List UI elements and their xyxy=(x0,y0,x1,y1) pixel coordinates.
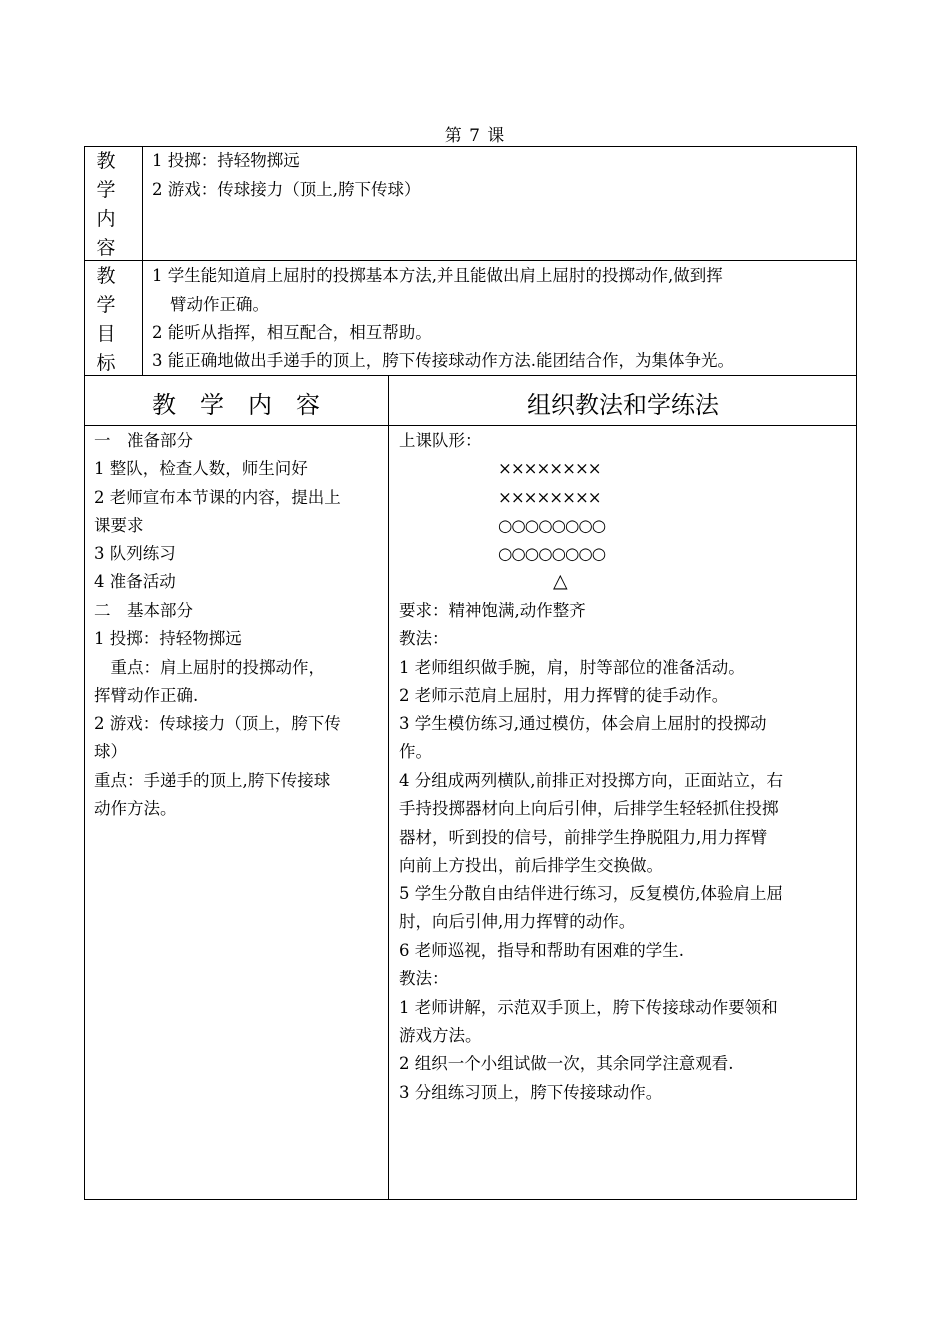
goal-line: 2 能听从指挥，相互配合，相互帮助。 xyxy=(152,323,432,342)
left-line: 重点：手递手的顶上,胯下传接球 xyxy=(94,771,331,790)
right-column-header: 组织教法和学练法 xyxy=(527,391,719,419)
right-line: 6 老师巡视，指导和帮助有困难的学生. xyxy=(399,941,684,960)
goal-line: 1 学生能知道肩上屈肘的投掷基本方法,并且能做出肩上屈肘的投掷动作,做到挥 xyxy=(152,266,723,285)
formation-label: 上课队形： xyxy=(399,431,482,450)
label-char: 学 xyxy=(96,179,116,201)
right-line: 4 分组成两列横队,前排正对投掷方向，正面站立，右 xyxy=(399,771,783,790)
right-line: 3 学生模仿练习,通过模仿，体会肩上屈肘的投掷动 xyxy=(399,714,767,733)
left-line: 2 游戏：传球接力（顶上，胯下传 xyxy=(94,714,341,733)
lesson-title: 第 7 课 xyxy=(444,126,506,146)
left-line: 二 基本部分 xyxy=(94,601,193,620)
left-line: 1 投掷：持轻物掷远 xyxy=(94,629,242,648)
right-line: 1 老师组织做手腕，肩，肘等部位的准备活动。 xyxy=(399,658,745,677)
goal-line: 3 能正确地做出手递手的顶上，胯下传接球动作方法.能团结合作，为集体争光。 xyxy=(152,351,734,370)
formation-row: ○○○○○○○○ xyxy=(498,516,606,535)
goal-line: 臂动作正确。 xyxy=(170,295,269,314)
formation-row: ×××××××× xyxy=(498,488,601,507)
label-char: 教 xyxy=(96,265,116,287)
left-line: 挥臂动作正确. xyxy=(94,686,199,705)
right-line: 2 组织一个小组试做一次，其余同学注意观看. xyxy=(399,1054,734,1073)
left-line: 2 老师宣布本节课的内容，提出上 xyxy=(94,488,341,507)
label-char: 容 xyxy=(96,237,116,259)
right-line: 1 老师讲解，示范双手顶上，胯下传接球动作要领和 xyxy=(399,998,778,1017)
left-line: 4 准备活动 xyxy=(94,572,176,591)
teacher-position-triangle: △ xyxy=(553,570,568,592)
left-line: 动作方法。 xyxy=(94,799,177,818)
right-line: 5 学生分散自由结伴进行练习，反复模仿,体验肩上屈 xyxy=(399,884,783,903)
content-line: 1 投掷：持轻物掷远 xyxy=(152,151,300,170)
teaching-content-label xyxy=(86,147,126,263)
label-char: 目 xyxy=(96,323,116,345)
left-line: 一 准备部分 xyxy=(94,431,193,450)
left-column-header: 教 学 内 容 xyxy=(152,391,320,419)
right-line: 3 分组练习顶上，胯下传接球动作。 xyxy=(399,1083,663,1102)
label-char: 教 xyxy=(96,150,116,172)
right-line: 教法： xyxy=(399,969,449,988)
column-divider xyxy=(388,375,389,1200)
formation-row: ○○○○○○○○ xyxy=(498,544,606,563)
right-line: 作。 xyxy=(399,742,432,761)
content-line: 2 游戏：传球接力（顶上,胯下传球） xyxy=(152,180,421,199)
right-line: 向前上方投出，前后排学生交换做。 xyxy=(399,856,663,875)
label-char: 内 xyxy=(96,208,116,230)
right-line: 肘，向后引伸,用力挥臂的动作。 xyxy=(399,912,636,931)
left-line: 球） xyxy=(94,742,127,761)
left-line: 重点：肩上屈肘的投掷动作， xyxy=(94,658,325,677)
label-char: 标 xyxy=(96,352,116,374)
right-line: 器材，听到投的信号，前排学生挣脱阻力,用力挥臂 xyxy=(399,828,768,847)
left-line: 课要求 xyxy=(94,516,144,535)
right-line: 游戏方法。 xyxy=(399,1026,482,1045)
right-line: 2 老师示范肩上屈肘，用力挥臂的徒手动作。 xyxy=(399,686,729,705)
teaching-goals-label xyxy=(86,262,126,378)
right-line: 教法： xyxy=(399,629,449,648)
left-line: 1 整队，检查人数，师生问好 xyxy=(94,459,308,478)
formation-row: ×××××××× xyxy=(498,459,601,478)
right-line: 要求：精神饱满,动作整齐 xyxy=(399,601,586,620)
row-divider-headers xyxy=(84,375,857,376)
label-char: 学 xyxy=(96,294,116,316)
left-line: 3 队列练习 xyxy=(94,544,176,563)
right-line: 手持投掷器材向上向后引伸，后排学生轻轻抓住投掷 xyxy=(399,799,779,818)
